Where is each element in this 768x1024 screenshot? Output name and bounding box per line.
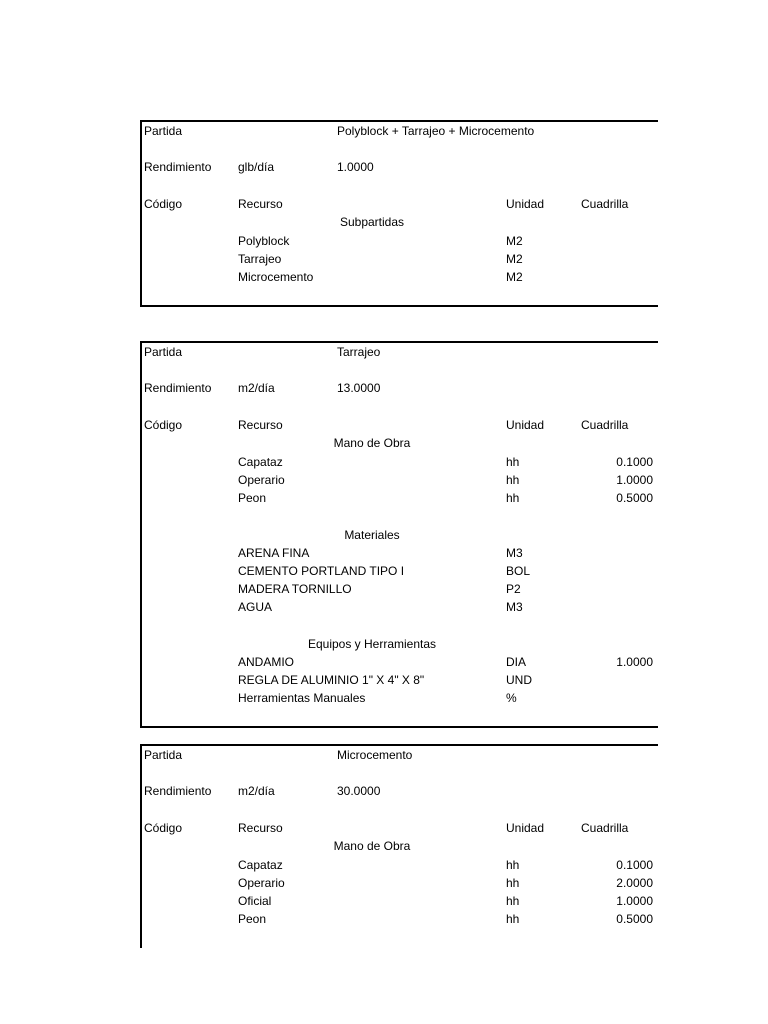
section-title-row xyxy=(142,526,658,544)
partida-label: Partida xyxy=(144,124,183,138)
item-unidad: M3 xyxy=(506,600,523,614)
partida-name: Microcemento xyxy=(337,748,413,762)
table-row xyxy=(142,598,658,616)
rendimiento-unit: m2/día xyxy=(238,381,275,395)
header-unidad: Unidad xyxy=(506,197,545,211)
item-cuadrilla: 1.0000 xyxy=(616,473,653,487)
partida-label: Partida xyxy=(144,345,183,359)
partida-name: Polyblock + Tarrajeo + Microcemento xyxy=(337,124,535,138)
item-recurso: Herramientas Manuales xyxy=(238,691,366,705)
item-recurso: Peon xyxy=(238,491,267,505)
rendimiento-row xyxy=(142,782,658,800)
header-unidad: Unidad xyxy=(506,821,545,835)
item-unidad: DIA xyxy=(506,655,527,669)
partida-block-polyblock xyxy=(140,120,658,307)
header-row xyxy=(142,416,658,434)
item-unidad: M3 xyxy=(506,546,523,560)
item-recurso: ARENA FINA xyxy=(238,546,310,560)
item-recurso: Peon xyxy=(238,912,267,926)
header-cuadrilla: Cuadrilla xyxy=(581,821,629,835)
item-cuadrilla: 2.0000 xyxy=(616,876,653,890)
table-row xyxy=(142,910,658,928)
table-row xyxy=(142,874,658,892)
table-row xyxy=(142,453,658,471)
table-row xyxy=(142,562,658,580)
header-codigo: Código xyxy=(144,418,183,432)
item-unidad: hh xyxy=(506,876,520,890)
item-cuadrilla: 1.0000 xyxy=(616,894,653,908)
header-recurso: Recurso xyxy=(238,197,283,211)
item-recurso: Capataz xyxy=(238,858,283,872)
item-recurso: Capataz xyxy=(238,455,283,469)
item-unidad: BOL xyxy=(506,564,531,578)
header-cuadrilla: Cuadrilla xyxy=(581,197,629,211)
table-row xyxy=(142,653,658,671)
table-row xyxy=(142,268,658,286)
section-title: Materiales xyxy=(344,528,400,542)
header-unidad: Unidad xyxy=(506,418,545,432)
item-recurso: Polyblock xyxy=(238,234,290,248)
item-unidad: % xyxy=(506,691,517,705)
table-row xyxy=(142,544,658,562)
section-title: Mano de Obra xyxy=(333,839,411,853)
item-unidad: hh xyxy=(506,858,520,872)
rendimiento-label: Rendimiento xyxy=(144,784,212,798)
item-cuadrilla: 0.1000 xyxy=(616,858,653,872)
section-title-row xyxy=(142,837,658,855)
rendimiento-value: 30.0000 xyxy=(337,784,381,798)
rendimiento-value: 1.0000 xyxy=(337,160,374,174)
item-recurso: Oficial xyxy=(238,894,272,908)
item-recurso: Tarrajeo xyxy=(238,252,282,266)
item-unidad: hh xyxy=(506,894,520,908)
section-title: Equipos y Herramientas xyxy=(307,637,437,651)
rendimiento-unit: m2/día xyxy=(238,784,275,798)
section-title-row xyxy=(142,213,658,231)
item-recurso: Operario xyxy=(238,876,285,890)
item-recurso: Operario xyxy=(238,473,285,487)
partida-block-microcemento xyxy=(140,744,658,948)
partida-row xyxy=(142,343,658,361)
rendimiento-row xyxy=(142,158,658,176)
item-recurso: MADERA TORNILLO xyxy=(238,582,352,596)
rendimiento-label: Rendimiento xyxy=(144,381,212,395)
section-title: Mano de Obra xyxy=(333,436,411,450)
item-unidad: UND xyxy=(506,673,532,687)
item-unidad: hh xyxy=(506,491,520,505)
partida-row xyxy=(142,746,658,764)
rendimiento-unit: glb/día xyxy=(238,160,275,174)
partida-block-tarrajeo xyxy=(140,341,658,728)
item-unidad: hh xyxy=(506,473,520,487)
header-row xyxy=(142,819,658,837)
rendimiento-row xyxy=(142,379,658,397)
item-recurso: CEMENTO PORTLAND TIPO I xyxy=(238,564,405,578)
partida-label: Partida xyxy=(144,748,183,762)
table-row xyxy=(142,489,658,507)
header-row xyxy=(142,195,658,213)
item-unidad: hh xyxy=(506,455,520,469)
item-unidad: M2 xyxy=(506,234,523,248)
rendimiento-label: Rendimiento xyxy=(144,160,212,174)
item-recurso: AGUA xyxy=(238,600,273,614)
header-codigo: Código xyxy=(144,197,183,211)
item-recurso: ANDAMIO xyxy=(238,655,295,669)
item-unidad: M2 xyxy=(506,252,523,266)
table-row xyxy=(142,232,658,250)
header-recurso: Recurso xyxy=(238,418,283,432)
section-title: Subpartidas xyxy=(339,215,405,229)
item-unidad: M2 xyxy=(506,270,523,284)
table-row xyxy=(142,580,658,598)
item-cuadrilla: 0.5000 xyxy=(616,491,653,505)
item-recurso: Microcemento xyxy=(238,270,314,284)
table-row xyxy=(142,671,658,689)
table-row xyxy=(142,250,658,268)
header-codigo: Código xyxy=(144,821,183,835)
item-recurso: REGLA DE ALUMINIO 1" X 4" X 8" xyxy=(238,673,425,687)
table-row xyxy=(142,856,658,874)
section-title-row xyxy=(142,635,658,653)
header-cuadrilla: Cuadrilla xyxy=(581,418,629,432)
partida-name: Tarrajeo xyxy=(337,345,381,359)
item-cuadrilla: 0.1000 xyxy=(616,455,653,469)
item-cuadrilla: 1.0000 xyxy=(616,655,653,669)
rendimiento-value: 13.0000 xyxy=(337,381,381,395)
header-recurso: Recurso xyxy=(238,821,283,835)
section-title-row xyxy=(142,434,658,452)
item-unidad: hh xyxy=(506,912,520,926)
item-cuadrilla: 0.5000 xyxy=(616,912,653,926)
item-unidad: P2 xyxy=(506,582,521,596)
partida-row xyxy=(142,122,658,140)
table-row xyxy=(142,471,658,489)
table-row xyxy=(142,892,658,910)
table-row xyxy=(142,689,658,707)
